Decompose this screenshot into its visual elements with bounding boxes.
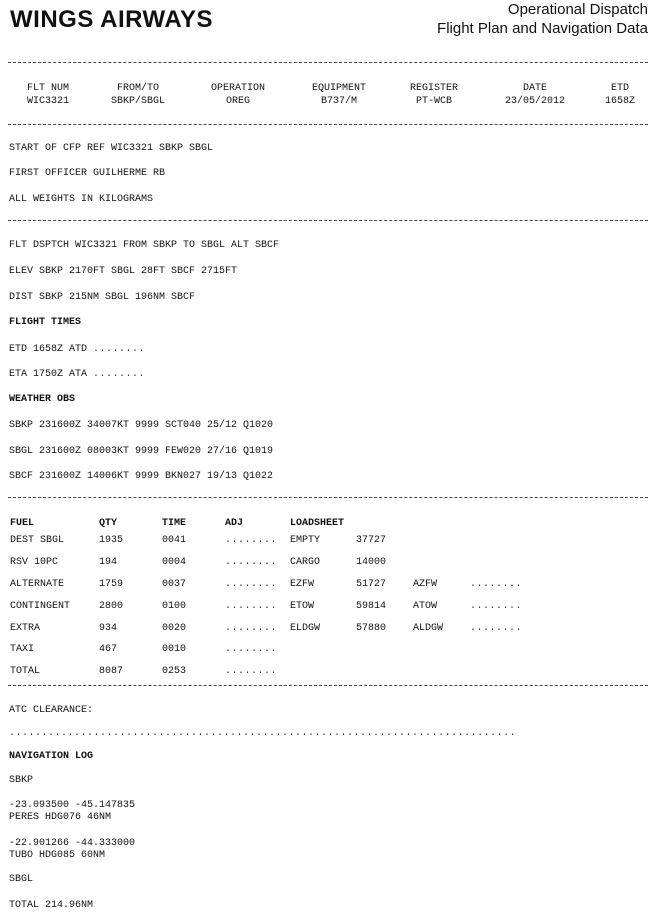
fuel-row-time: 0037 (162, 579, 187, 590)
etd-line (9, 344, 145, 355)
loadsheet-actual-label: AZFW (413, 579, 438, 590)
fuel-row-time: 0041 (162, 535, 187, 546)
divider (8, 220, 648, 221)
flight-dispatch-line: FLT DSPTCH WIC3321 FROM SBKP TO SBGL ALT SBCF (9, 240, 280, 251)
divider (8, 685, 648, 686)
fuel-header: FUEL (10, 518, 35, 529)
waypoint-2-info: TUBO HDG085 60NM (9, 850, 106, 861)
document-title (437, 0, 648, 38)
waypoint-1-info: PERES HDG076 46NM (9, 812, 112, 823)
fuel-row-qty: 194 (99, 557, 118, 568)
distance-line: DIST SBKP 215NM SBGL 196NM SBCF (9, 292, 196, 303)
fuel-row-time: 0020 (162, 623, 187, 634)
fuel-row-label: TOTAL (10, 666, 41, 677)
waypoint-1-coords: -23.093500 -45.147835 (9, 800, 136, 811)
loadsheet-actual-blank: ........ (470, 623, 523, 634)
divider (8, 124, 648, 125)
time-header: TIME (162, 518, 187, 529)
weights-unit-line: ALL WEIGHTS IN KILOGRAMS (9, 194, 154, 205)
loadsheet-header: LOADSHEET (290, 518, 345, 529)
col-operation-value: OREG (225, 96, 250, 107)
col-equipment-value: B737/M (320, 96, 357, 107)
nav-origin: SBKP (9, 775, 34, 786)
col-from-to-value: SBKP/SBGL (110, 96, 165, 107)
nav-log-heading: NAVIGATION LOG (9, 751, 94, 762)
col-date-header: DATE (522, 83, 547, 94)
fuel-row-label: TAXI (10, 644, 35, 655)
loadsheet-value: 14000 (356, 557, 387, 568)
loadsheet-value: 59814 (356, 601, 387, 612)
fuel-row-time: 0100 (162, 601, 187, 612)
elevation-line: ELEV SBKP 2170FT SBGL 28FT SBCF 2715FT (9, 266, 238, 277)
fuel-row-label: ALTERNATE (10, 579, 65, 590)
loadsheet-label: ETOW (290, 601, 315, 612)
title-line-1: Operational Dispatch (507, 1, 648, 18)
fuel-row-label: RSV 10PC (10, 557, 59, 568)
fuel-row-qty: 934 (99, 623, 118, 634)
col-operation-header: OPERATION (210, 83, 265, 94)
loadsheet-value: 37727 (356, 535, 387, 546)
weather-sbkp: SBKP 231600Z 34007KT 9999 SCT040 25/12 Q1020 (9, 420, 274, 431)
eta-label: ETA 1750Z ATA (9, 369, 88, 380)
col-from-to-header: FROM/TO (116, 83, 159, 94)
loadsheet-label: EMPTY (290, 535, 321, 546)
divider (8, 497, 648, 498)
fuel-row-adj: ........ (225, 557, 278, 568)
etd-label: ETD 1658Z ATD (9, 344, 88, 355)
loadsheet-label: EZFW (290, 579, 315, 590)
col-etd-value: 1658Z (604, 96, 635, 107)
first-officer-line: FIRST OFFICER GUILHERME RB (9, 168, 166, 179)
weather-heading: WEATHER OBS (9, 394, 76, 405)
loadsheet-label: CARGO (290, 557, 321, 568)
loadsheet-actual-label: ALDGW (413, 623, 444, 634)
loadsheet-value: 57880 (356, 623, 387, 634)
loadsheet-actual-label: ATOW (413, 601, 438, 612)
fuel-row-adj: ........ (225, 579, 278, 590)
col-register-value: PT-WCB (415, 96, 452, 107)
fuel-row-adj: ........ (225, 623, 278, 634)
loadsheet-label: ELDGW (290, 623, 321, 634)
col-flt-num-header: FLT NUM (26, 83, 69, 94)
weather-sbcf: SBCF 231600Z 14006KT 9999 BKN027 19/13 Q1022 (9, 471, 274, 482)
title-line-2: Flight Plan and Navigation Data (437, 20, 648, 37)
col-register-header: REGISTER (409, 83, 458, 94)
fuel-row-qty: 1935 (99, 535, 124, 546)
fuel-row-adj: ........ (225, 644, 278, 655)
fuel-row-label: CONTINGENT (10, 601, 71, 612)
cfp-ref-line: START OF CFP REF WIC3321 SBKP SBGL (9, 143, 214, 154)
atd-blank: ........ (93, 344, 146, 355)
nav-destination: SBGL (9, 874, 34, 885)
divider (8, 62, 648, 63)
adj-header: ADJ (225, 518, 244, 529)
flight-times-heading: FLIGHT TIMES (9, 317, 82, 328)
col-equipment-header: EQUIPMENT (311, 83, 366, 94)
fuel-row-qty: 2800 (99, 601, 124, 612)
fuel-row-time: 0253 (162, 666, 187, 677)
atc-clearance-label: ATC CLEARANCE: (9, 705, 94, 716)
fuel-row-label: EXTRA (10, 623, 41, 634)
fuel-row-time: 0004 (162, 557, 187, 568)
fuel-row-qty: 467 (99, 644, 118, 655)
loadsheet-value: 51727 (356, 579, 387, 590)
col-etd-header: ETD (610, 83, 629, 94)
fuel-row-qty: 1759 (99, 579, 124, 590)
fuel-row-label: DEST SBGL (10, 535, 65, 546)
atc-clearance-blank: .............................................................................. (9, 728, 517, 739)
fuel-row-time: 0010 (162, 644, 187, 655)
waypoint-2-coords: -22.901266 -44.333000 (9, 838, 136, 849)
airline-logo: WINGS AIRWAYS (10, 6, 213, 33)
qty-header: QTY (99, 518, 118, 529)
fuel-row-qty: 8087 (99, 666, 124, 677)
fuel-row-adj: ........ (225, 601, 278, 612)
col-date-value: 23/05/2012 (504, 96, 565, 107)
fuel-row-adj: ........ (225, 666, 278, 677)
loadsheet-actual-blank: ........ (470, 601, 523, 612)
eta-line (9, 369, 145, 380)
col-flt-num-value: WIC3321 (26, 96, 69, 107)
ata-blank: ........ (93, 369, 146, 380)
weather-sbgl: SBGL 231600Z 08003KT 9999 FEW020 27/16 Q1019 (9, 446, 274, 457)
loadsheet-actual-blank: ........ (470, 579, 523, 590)
nav-total-distance: TOTAL 214.96NM (9, 900, 94, 911)
fuel-row-adj: ........ (225, 535, 278, 546)
